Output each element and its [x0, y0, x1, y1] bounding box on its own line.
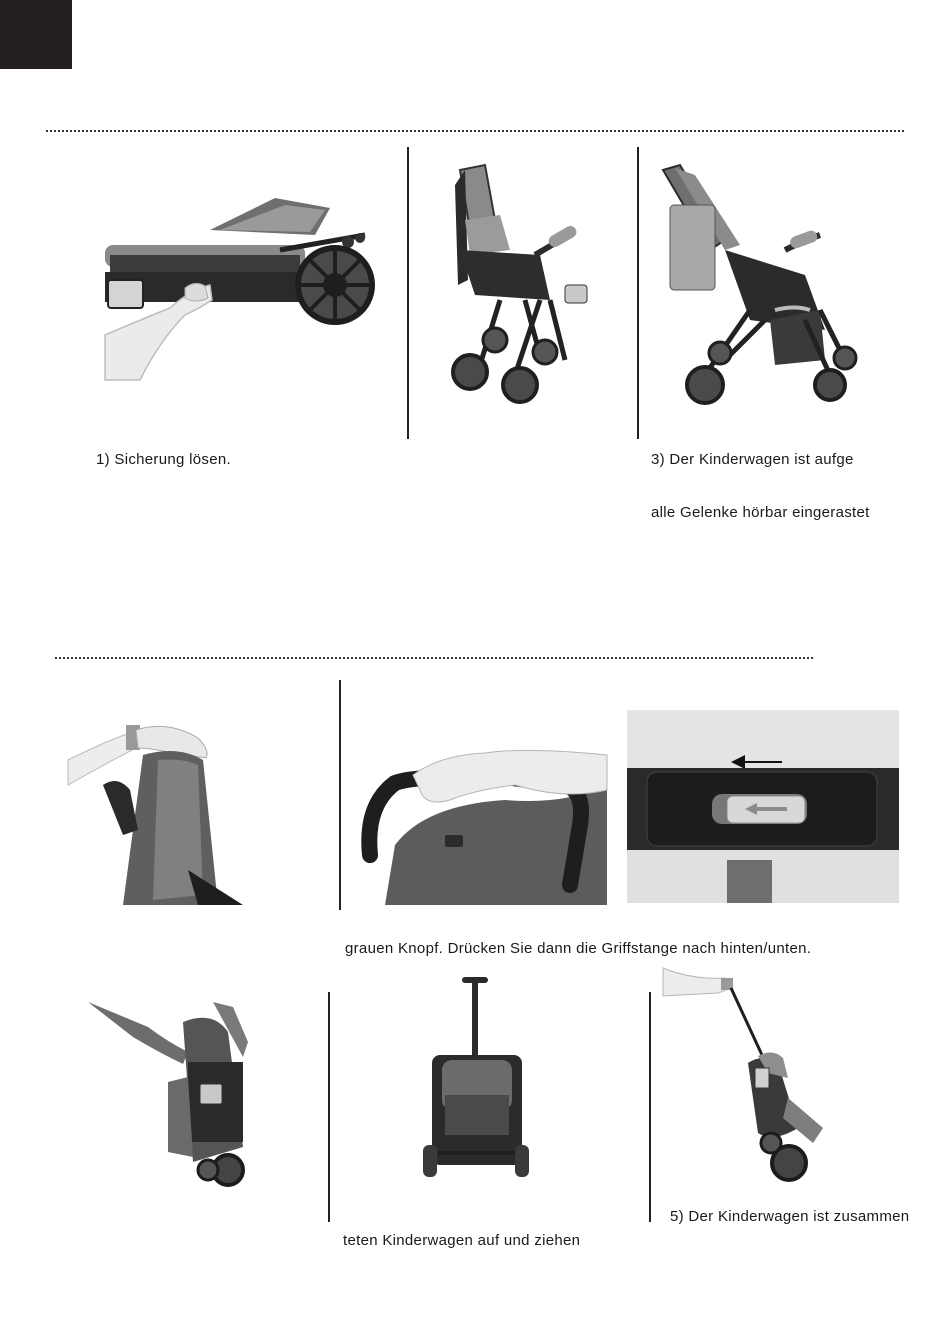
- hand-on-push-bar-photo: [365, 745, 607, 905]
- folded-stroller-handle-photo: [420, 975, 532, 1183]
- unfolding-stroller-photo: [100, 190, 385, 385]
- lifting-canopy-photo: [68, 720, 248, 905]
- page-corner-tab: [0, 0, 72, 69]
- pulling-stroller-photo: [663, 968, 833, 1186]
- caption-step-3-line1: 3) Der Kinderwagen ist aufge: [651, 451, 854, 468]
- caption-step-1: 1) Sicherung lösen.: [96, 451, 231, 468]
- folding-stroller-photo: [88, 1002, 253, 1182]
- caption-step-5: 5) Der Kinderwagen ist zusammen: [670, 1208, 910, 1225]
- column-separator: [649, 992, 651, 1222]
- half-unfolded-stroller-photo: [440, 160, 605, 410]
- section2-divider: [55, 657, 813, 659]
- section1-divider: [46, 130, 904, 132]
- column-separator: [637, 147, 639, 439]
- column-separator: [328, 992, 330, 1222]
- grey-button-closeup-photo: [627, 710, 899, 903]
- column-separator: [407, 147, 409, 439]
- caption-step-3-line2: alle Gelenke hörbar eingerastet: [651, 504, 870, 521]
- caption-grey-button: grauen Knopf. Drücken Sie dann die Griffstange nach hinten/unten.: [345, 940, 812, 957]
- caption-pull-up: teten Kinderwagen auf und ziehen: [343, 1232, 581, 1249]
- column-separator: [339, 680, 341, 910]
- fully-unfolded-stroller-photo: [655, 160, 865, 410]
